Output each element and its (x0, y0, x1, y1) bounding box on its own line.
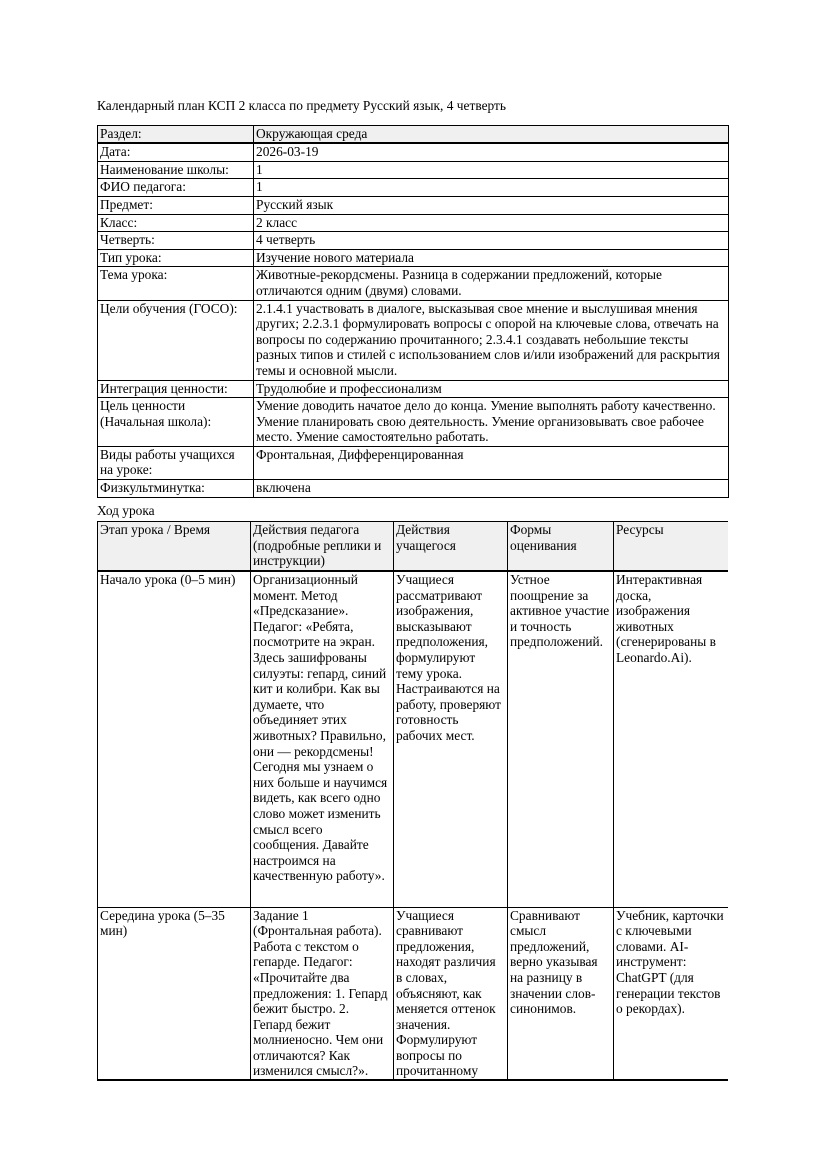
stage-cell: Начало урока (0–5 мин) (98, 571, 251, 907)
lesson-info-table (97, 125, 729, 498)
info-row-label: Дата: (98, 143, 254, 161)
info-row-label: Класс: (98, 214, 254, 232)
student-actions-cell: Учащиеся рассматривают изображения, высказывают предположения, формулируют тему урока. Настраиваются на работу, проверяют готовность рабочих мест. (394, 571, 508, 907)
info-row-value: Трудолюбие и профессионализм (254, 380, 729, 398)
info-row (98, 196, 729, 214)
info-row-value: Изучение нового материала (254, 249, 729, 267)
assessment-cell: Устное поощрение за активное участие и точность предположений. (508, 571, 614, 907)
lesson-flow-table (97, 521, 728, 1081)
info-row (98, 232, 729, 250)
info-row-value: Русский язык (254, 196, 729, 214)
student-actions-cell: Учащиеся сравнивают предложения, находят различия в словах, объясняют, как меняется оттенок значения. Формулируют вопросы по прочитанному (394, 907, 508, 1081)
assessment-cell: Сравнивают смысл предложений, верно указывая на разницу в значении слов-синонимов. (508, 907, 614, 1081)
info-row-value: 2026-03-19 (254, 143, 729, 161)
info-row-value: Умение доводить начатое дело до конца. Умение выполнять работу качественно. Умение планировать свою деятельность. Умение организовывать свое рабочее место. Умение самостоятельно работать. (254, 398, 729, 447)
info-row (98, 249, 729, 267)
section-heading: Ход урока (97, 502, 155, 518)
document-content (97, 98, 728, 1081)
info-row (98, 161, 729, 179)
info-row-label: Предмет: (98, 196, 254, 214)
info-row-value: 2.1.4.1 участвовать в диалоге, высказывая свое мнение и выслушивая мнения других; 2.2.3.1 формулировать вопросы с опорой на ключевые слова, отвечать на вопросы по содержанию прочитанного; 2.3.4.1 создавать небольшие тексты разных типов и стилей с использованием слов и/или изображений для раскрытия темы и основной мысли. (254, 300, 729, 380)
teacher-actions-cell: Организационный момент. Метод «Предсказание». Педагог: «Ребята, посмотрите на экран. Здесь зашифрованы силуэты: гепард, синий кит и колибри. Как вы думаете, что объединяет этих животных? Правильно, они — рекордсмены! Сегодня мы узнаем о них больше и научимся видеть, как всего одно слово может изменить смысл всего сообщения. Давайте настроимся на качественную работу». (251, 571, 394, 907)
info-row (98, 380, 729, 398)
info-row-label: Цель ценности (Начальная школа): (98, 398, 254, 447)
info-row-label: Тип урока: (98, 249, 254, 267)
info-row-value: включена (254, 480, 729, 498)
info-row (98, 300, 729, 380)
info-row (98, 179, 729, 197)
info-row (98, 398, 729, 447)
info-row-value: Животные-рекордсмены. Разница в содержании предложений, которые отличаются одним (двумя) словами. (254, 267, 729, 300)
info-row-value: 1 (254, 179, 729, 197)
info-row (98, 143, 729, 161)
info-row-label: Раздел: (98, 125, 254, 143)
info-row-label: ФИО педагога: (98, 179, 254, 197)
column-header-teacher-actions: Действия педагога (подробные реплики и инструкции) (251, 522, 394, 571)
lesson-row-start (98, 571, 729, 907)
info-row-label: Четверть: (98, 232, 254, 250)
info-row (98, 125, 729, 143)
info-row-value: Фронтальная, Дифференцированная (254, 446, 729, 479)
info-row (98, 214, 729, 232)
info-row-label: Наименование школы: (98, 161, 254, 179)
resources-cell: Интерактивная доска, изображения животных (сгенерированы в Leonardo.Ai). (614, 571, 729, 907)
lesson-row-middle (98, 907, 729, 1081)
info-row-label: Виды работы учащихся на уроке: (98, 446, 254, 479)
info-row-value: Окружающая среда (254, 125, 729, 143)
column-header-assessment: Формы оценивания (508, 522, 614, 571)
info-row-label: Цели обучения (ГОСО): (98, 300, 254, 380)
info-row (98, 480, 729, 498)
stage-cell: Середина урока (5–35 мин) (98, 907, 251, 1081)
info-row-value: 4 четверть (254, 232, 729, 250)
column-header-stage: Этап урока / Время (98, 522, 251, 571)
resources-cell: Учебник, карточки с ключевыми словами. AI-инструмент: ChatGPT (для генерации текстов о рекордах). (614, 907, 729, 1081)
info-row-label: Интеграция ценности: (98, 380, 254, 398)
info-row-value: 1 (254, 161, 729, 179)
column-header-student-actions: Действия учащегося (394, 522, 508, 571)
info-row-label: Тема урока: (98, 267, 254, 300)
page-title: Календарный план КСП 2 класса по предмету Русский язык, 4 четверть (97, 98, 506, 113)
info-row-value: 2 класс (254, 214, 729, 232)
lesson-flow-table-clip (97, 521, 728, 1081)
teacher-actions-cell: Задание 1 (Фронтальная работа). Работа с текстом о гепарде. Педагог: «Прочитайте два предложения: 1. Гепард бежит быстро. 2. Гепард бежит молниеносно. Чем они отличаются? Как изменился смысл?». (251, 907, 394, 1081)
info-row (98, 267, 729, 300)
info-row-label: Физкультминутка: (98, 480, 254, 498)
info-row (98, 446, 729, 479)
lesson-table-header-row (98, 522, 729, 571)
column-header-resources: Ресурсы (614, 522, 729, 571)
